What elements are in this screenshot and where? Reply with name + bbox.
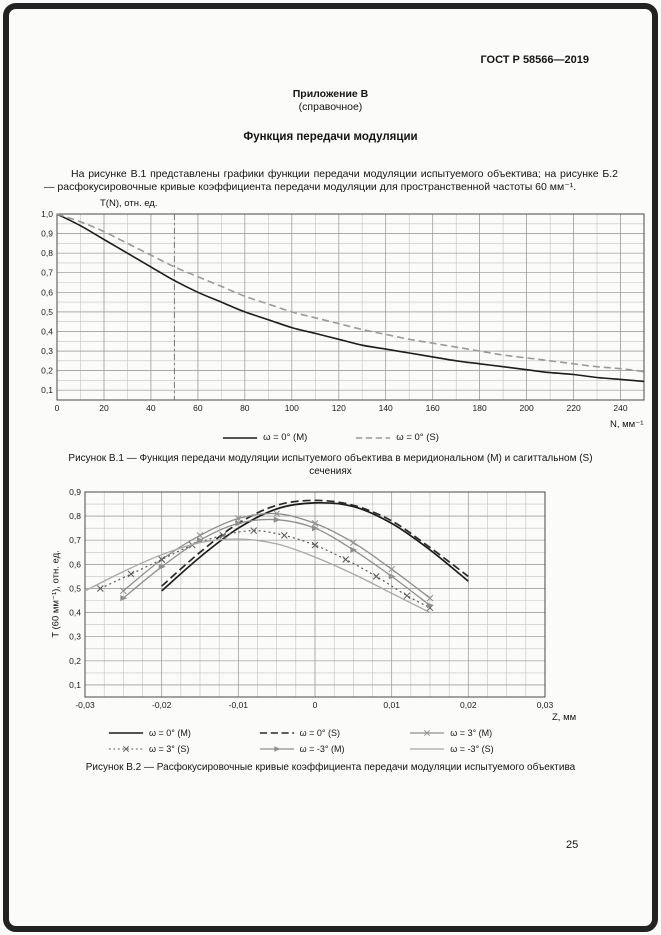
y-tick-label: 0,2 [69,655,81,666]
legend-label: ω = -3° (M) [299,744,345,754]
series-curve [57,214,644,372]
legend-label: ω = 0° (M) [149,728,191,738]
figure-b1-caption: Рисунок В.1 — Функция передачи модуляции испытуемого объектива в меридиональном (M) и сагиттальном (S) сечениях [68,453,593,477]
y-tick-label: 0,5 [69,583,81,594]
y-tick-label: 0,3 [41,346,53,357]
figure-b2-x-axis-label: Z, мм [552,712,577,723]
legend-line-sample [409,728,445,738]
figure-b1-legend [0,432,661,443]
x-tick-label: 240 [613,403,628,413]
legend-item [108,741,259,757]
series-marker-x [128,571,134,577]
annex-title: Приложение В [292,88,369,100]
y-tick-label: 1,0 [41,209,53,219]
y-tick-label: 0,7 [69,535,81,546]
y-tick-label: 0,8 [41,248,53,259]
legend-label: ω = 3° (S) [149,744,190,754]
series-marker-arrow [274,746,280,751]
figure-b1-y-axis-label: T(N), отн. ед. [100,198,158,209]
legend-item [409,741,560,757]
y-tick-label: 0,7 [41,267,53,278]
x-tick-label: 20 [99,403,109,413]
series-marker-arrow [274,517,281,523]
legend-line-sample [108,744,144,754]
legend-label: ω = 0° (M) [263,432,308,443]
legend-label: ω = -3° (S) [450,744,494,754]
y-tick-label: 0,2 [41,365,53,376]
y-tick-label: 0,1 [69,679,81,690]
annex-subtitle: (справочное) [298,101,363,113]
x-tick-label: -0,02 [152,700,172,710]
intro-paragraph: На рисунке В.1 представлены графики функции передачи модуляции испытуемого объектива; на рисунке Б.2 — расфокусировочные кривые коэффициента передачи модуляции для пространственной частоты 60 мм⁻¹. [44,167,618,194]
x-tick-label: -0,03 [75,700,95,710]
x-tick-label: 40 [146,403,156,413]
x-tick-label: 0,01 [383,700,400,710]
x-tick-label: 80 [240,403,250,413]
legend-item [409,725,560,741]
y-tick-label: 0,8 [69,511,81,522]
legend-label: ω = 3° (M) [450,728,493,738]
figure-b2-caption: Рисунок В.2 — Расфокусировочные кривые коэффициента передачи модуляции испытуемого объектива [85,762,576,773]
x-tick-label: 100 [284,403,299,413]
section-title: Функция передачи модуляции [243,131,418,143]
y-tick-label: 0,3 [69,631,81,642]
x-tick-label: 0 [54,403,60,413]
legend-line-sample [409,744,445,754]
legend-item [259,741,410,757]
legend-line-sample [355,433,391,443]
figure-b1-chart [35,206,650,430]
y-tick-label: 0,6 [41,287,53,298]
x-tick-label: -0,01 [228,700,248,710]
series-marker-x [281,532,287,538]
legend-item [259,725,410,741]
series-marker-x [343,557,349,563]
legend-item [222,432,307,443]
figure-b1-x-axis-label: N, мм⁻¹ [610,419,644,430]
x-tick-label: 120 [331,403,346,413]
document-code-header: ГОСТ Р 58566—2019 [480,54,589,66]
legend-label: ω = 0° (S) [396,432,439,443]
x-tick-label: 60 [193,403,203,413]
legend-line-sample [259,728,295,738]
x-tick-label: 0,02 [460,700,477,710]
x-tick-label: 0 [312,700,318,710]
series-curve [57,214,644,381]
x-tick-label: 140 [378,403,393,413]
legend-line-sample [259,744,295,754]
legend-item [108,725,259,741]
y-tick-label: 0,9 [41,228,53,239]
figure-b2-legend [108,725,560,757]
y-tick-label: 0,5 [41,306,53,317]
x-tick-label: 180 [472,403,487,413]
series-marker-x [404,593,410,599]
x-tick-label: 160 [425,403,440,413]
legend-line-sample [108,728,144,738]
figure-b2-y-axis-label: T (60 мм⁻¹), отн. ед. [50,550,62,638]
x-tick-label: 220 [566,403,581,413]
legend-label: ω = 0° (S) [299,728,341,738]
y-tick-label: 0,1 [41,385,53,396]
page-number: 25 [566,839,579,851]
x-tick-label: 0,03 [536,700,554,710]
y-tick-label: 0,4 [41,326,53,337]
y-tick-label: 0,4 [69,607,81,618]
y-tick-label: 0,6 [69,559,81,570]
figure-b2-chart [60,484,580,734]
x-tick-label: 200 [519,403,534,413]
y-tick-label: 0,9 [69,487,81,497]
legend-item [355,432,439,443]
legend-line-sample [222,433,258,443]
